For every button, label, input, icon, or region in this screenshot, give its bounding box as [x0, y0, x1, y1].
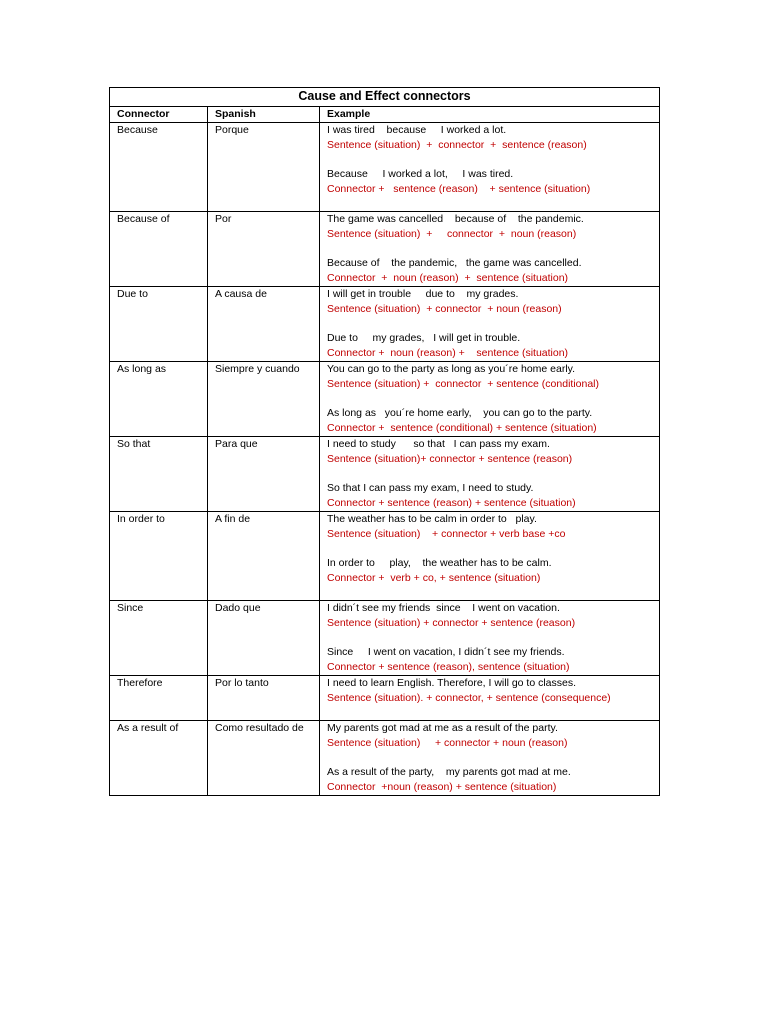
example-formula: Sentence (situation) + connector + sentence (reason): [327, 139, 587, 151]
example-formula: Connector + verb + co, + sentence (situation): [327, 572, 541, 584]
header-spanish: Spanish: [208, 107, 320, 123]
table-row: [110, 676, 660, 721]
example-cell: [320, 601, 660, 676]
example-sentence: Because I worked a lot, I was tired.: [327, 168, 514, 180]
example-formula: Connector + sentence (reason) + sentence (situation): [327, 183, 591, 195]
connector-cell: As long as: [110, 362, 208, 437]
example-cell: [320, 212, 660, 287]
table-row: [110, 212, 660, 287]
spanish-cell: Por: [208, 212, 320, 287]
example-cell: [320, 287, 660, 362]
example-formula: Connector + sentence (conditional) + sentence (situation): [327, 422, 597, 434]
connector-cell: Due to: [110, 287, 208, 362]
example-formula: Connector + noun (reason) + sentence (situation): [327, 347, 569, 359]
header-row: [110, 107, 660, 123]
example-formula: Sentence (situation). + connector, + sentence (consequence): [327, 692, 611, 704]
example-sentence: So that I can pass my exam, I need to study.: [327, 482, 534, 494]
example-cell: [320, 676, 660, 721]
example-sentence: I will get in trouble due to my grades.: [327, 288, 519, 300]
connector-cell: So that: [110, 437, 208, 512]
example-cell: [320, 362, 660, 437]
spanish-cell: A fin de: [208, 512, 320, 601]
example-sentence: In order to play, the weather has to be calm.: [327, 557, 552, 569]
example-formula: Sentence (situation) + connector + verb base +co: [327, 528, 566, 540]
spanish-cell: Dado que: [208, 601, 320, 676]
example-sentence: I need to learn English. Therefore, I will go to classes.: [327, 677, 577, 689]
spanish-cell: Para que: [208, 437, 320, 512]
connector-cell: Because of: [110, 212, 208, 287]
example-formula: Sentence (situation) + connector + sentence (reason): [327, 617, 576, 629]
example-sentence: You can go to the party as long as you´re home early.: [327, 363, 576, 375]
example-cell: [320, 437, 660, 512]
example-formula: Sentence (situation) + connector + noun (reason): [327, 228, 577, 240]
table-row: [110, 601, 660, 676]
example-sentence: My parents got mad at me as a result of the party.: [327, 722, 558, 734]
spanish-cell: Como resultado de: [208, 721, 320, 796]
example-cell: [320, 123, 660, 212]
example-sentence: Due to my grades, I will get in trouble.: [327, 332, 521, 344]
example-formula: Sentence (situation) + connector + sentence (conditional): [327, 378, 599, 390]
example-sentence: As a result of the party, my parents got mad at me.: [327, 766, 571, 778]
spanish-cell: Por lo tanto: [208, 676, 320, 721]
example-sentence: The weather has to be calm in order to play.: [327, 513, 537, 525]
example-formula: Sentence (situation) + connector + noun (reason): [327, 303, 562, 315]
example-formula: Connector + noun (reason) + sentence (situation): [327, 272, 569, 284]
table-row: [110, 287, 660, 362]
example-sentence: As long as you´re home early, you can go to the party.: [327, 407, 593, 419]
table-row: [110, 123, 660, 212]
example-sentence: I need to study so that I can pass my exam.: [327, 438, 550, 450]
header-example: Example: [320, 107, 660, 123]
connector-cell: Because: [110, 123, 208, 212]
connector-cell: In order to: [110, 512, 208, 601]
table-title: Cause and Effect connectors: [110, 88, 660, 107]
spanish-cell: Siempre y cuando: [208, 362, 320, 437]
example-sentence: I didn´t see my friends since I went on vacation.: [327, 602, 560, 614]
header-connector: Connector: [110, 107, 208, 123]
example-formula: Connector + sentence (reason) + sentence (situation): [327, 497, 576, 509]
example-sentence: I was tired because I worked a lot.: [327, 124, 507, 136]
example-formula: Connector +noun (reason) + sentence (situation): [327, 781, 557, 793]
example-cell: [320, 721, 660, 796]
spanish-cell: A causa de: [208, 287, 320, 362]
table-row: [110, 721, 660, 796]
example-sentence: The game was cancelled because of the pandemic.: [327, 213, 584, 225]
table-row: [110, 362, 660, 437]
connector-cell: Since: [110, 601, 208, 676]
example-cell: [320, 512, 660, 601]
table-body: [110, 123, 660, 796]
example-sentence: Because of the pandemic, the game was cancelled.: [327, 257, 582, 269]
connector-cell: As a result of: [110, 721, 208, 796]
example-sentence: Since I went on vacation, I didn´t see my friends.: [327, 646, 565, 658]
connector-cell: Therefore: [110, 676, 208, 721]
table-row: [110, 512, 660, 601]
table-row: [110, 437, 660, 512]
spanish-cell: Porque: [208, 123, 320, 212]
cause-effect-table: [109, 87, 660, 796]
example-formula: Sentence (situation) + connector + noun (reason): [327, 737, 568, 749]
title-row: [110, 88, 660, 107]
example-formula: Connector + sentence (reason), sentence (situation): [327, 661, 570, 673]
example-formula: Sentence (situation)+ connector + sentence (reason): [327, 453, 573, 465]
